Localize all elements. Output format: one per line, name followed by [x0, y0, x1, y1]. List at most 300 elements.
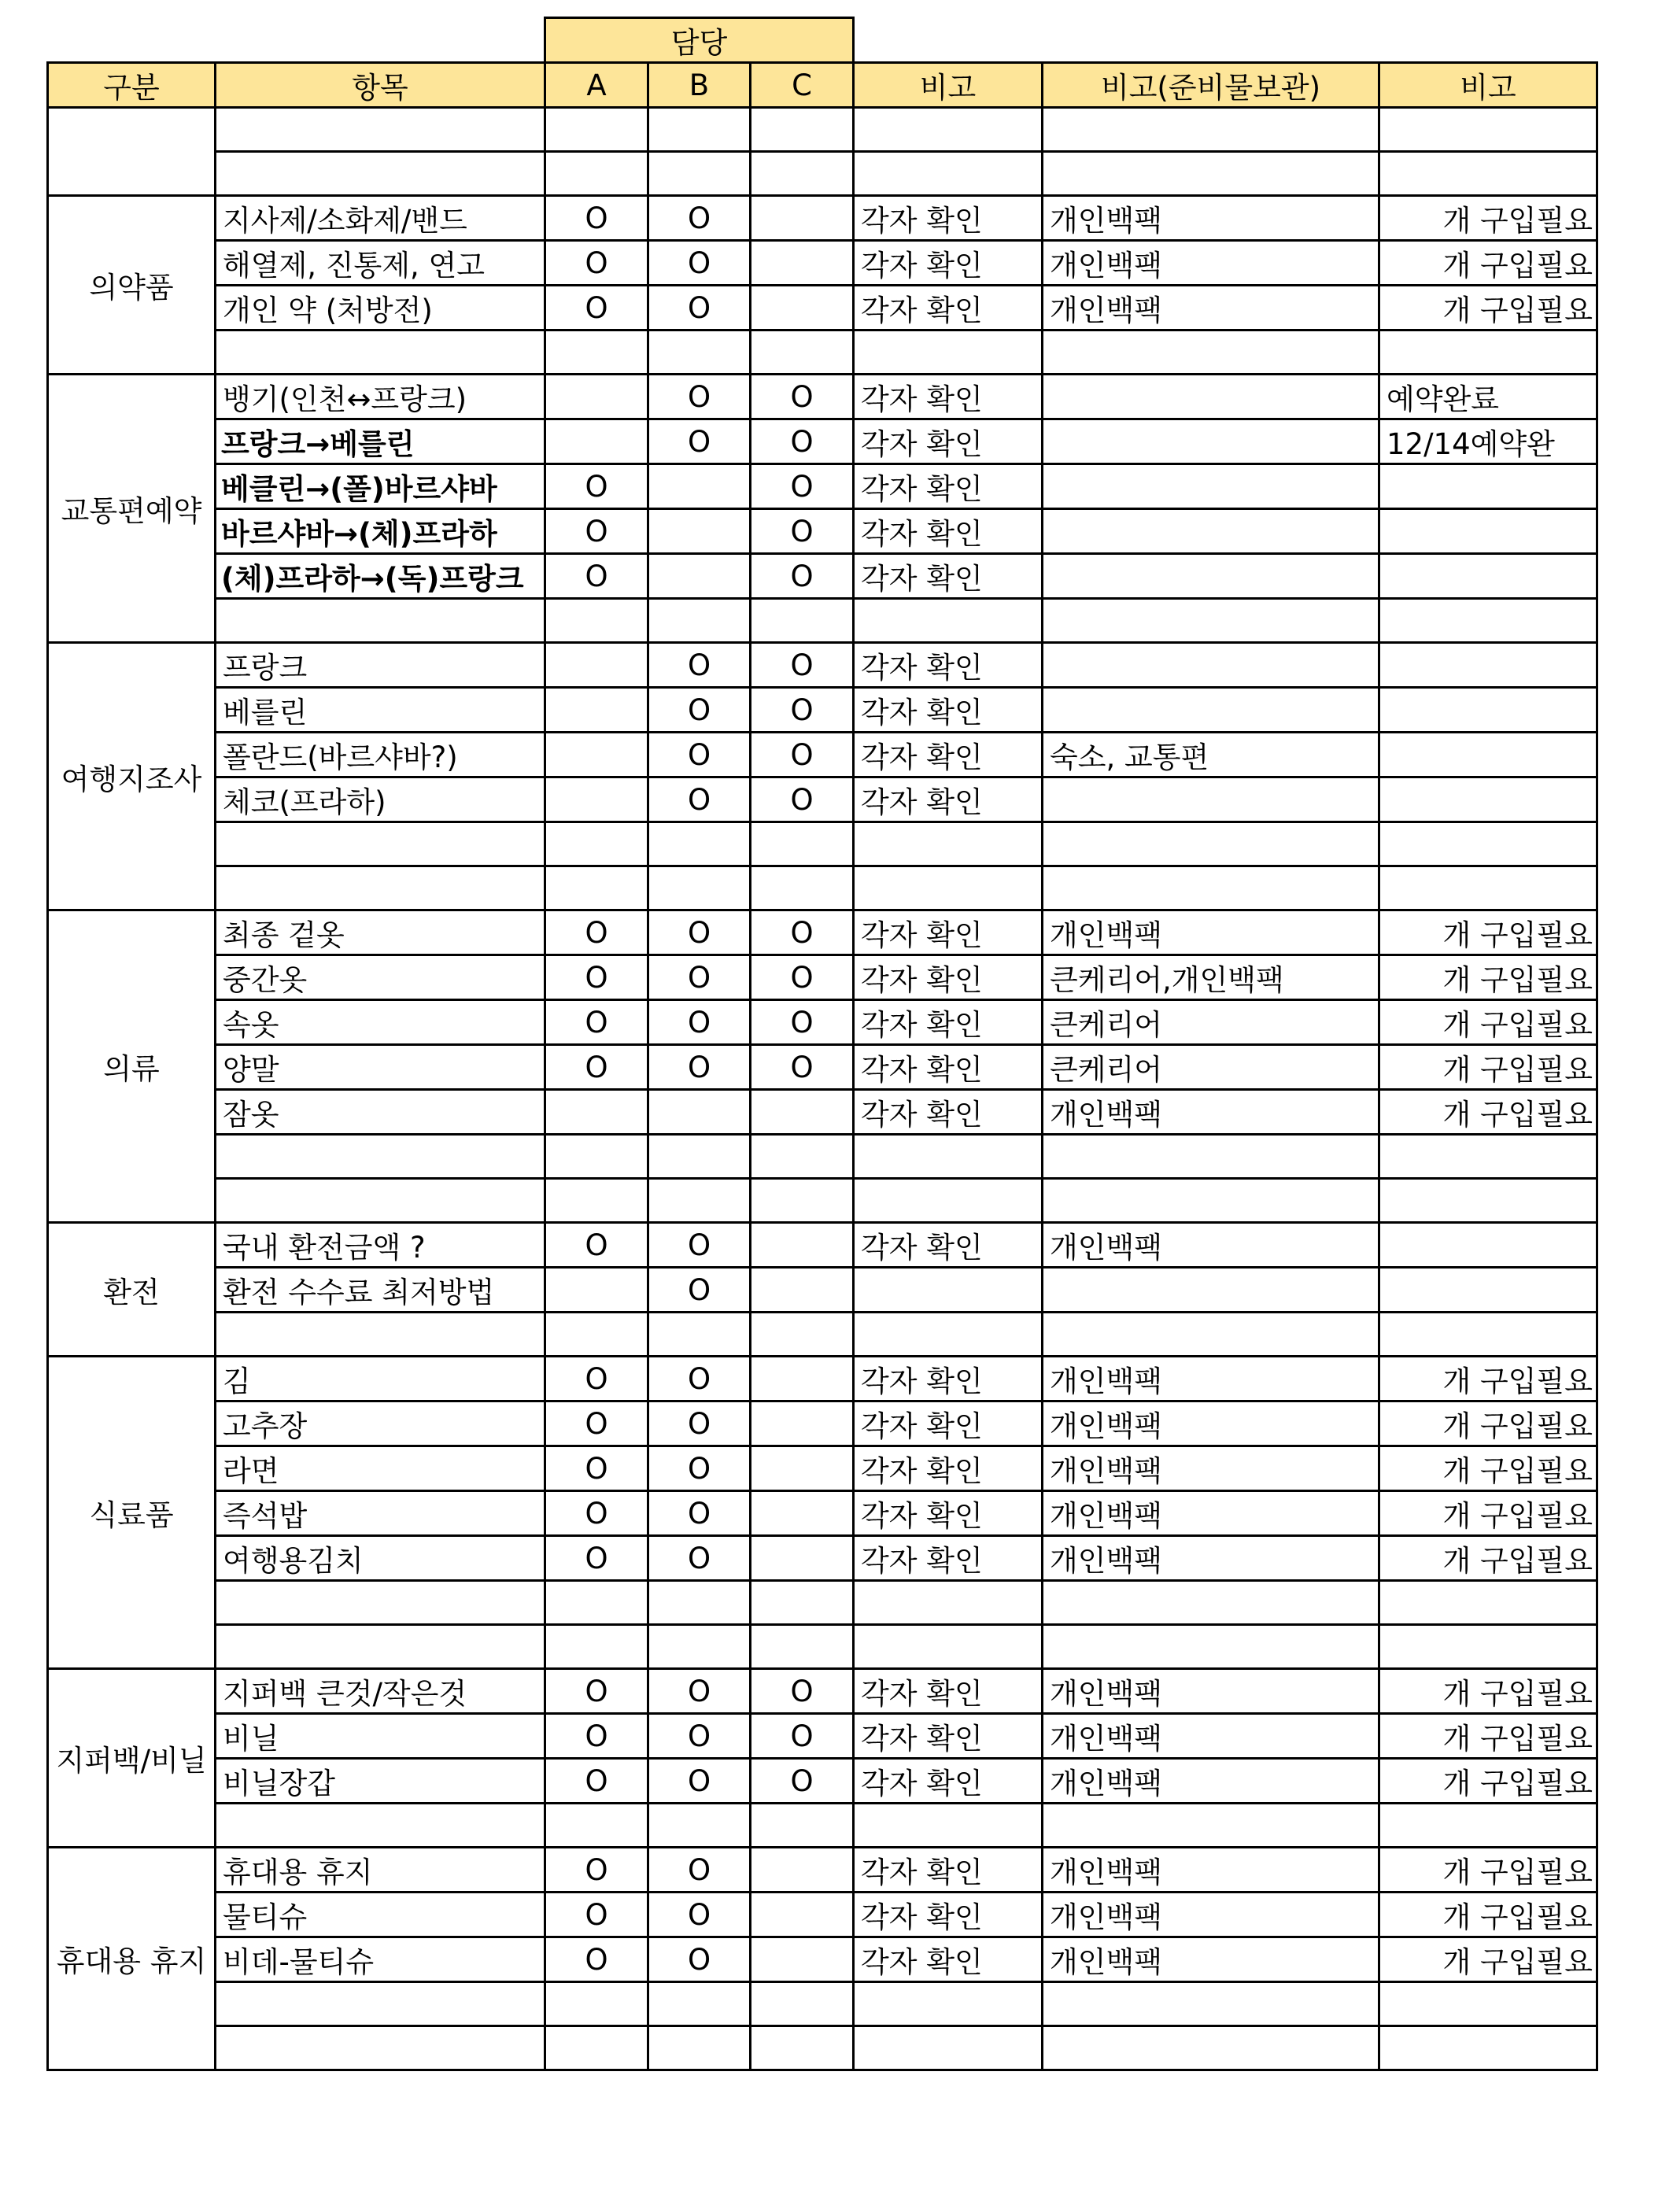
- assignee-c-cell[interactable]: [751, 1446, 854, 1491]
- remark-cell[interactable]: 개 구입필요: [1379, 1446, 1597, 1491]
- note-cell[interactable]: 각자 확인: [854, 464, 1043, 509]
- assignee-c-cell[interactable]: [751, 1893, 854, 1937]
- storage-cell[interactable]: 개인백팩: [1043, 1223, 1379, 1268]
- note-cell[interactable]: [854, 866, 1043, 910]
- item-cell[interactable]: 즉석밥: [216, 1491, 545, 1536]
- assignee-a-cell[interactable]: O: [545, 1669, 648, 1714]
- assignee-a-cell[interactable]: O: [545, 1714, 648, 1759]
- note-cell[interactable]: 각자 확인: [854, 643, 1043, 688]
- storage-cell[interactable]: 개인백팩: [1043, 1357, 1379, 1401]
- note-cell[interactable]: [854, 108, 1043, 152]
- remark-cell[interactable]: [1379, 1268, 1597, 1313]
- note-cell[interactable]: 각자 확인: [854, 1759, 1043, 1804]
- item-cell[interactable]: 물티슈: [216, 1893, 545, 1937]
- storage-cell[interactable]: 개인백팩: [1043, 1669, 1379, 1714]
- note-cell[interactable]: 각자 확인: [854, 1223, 1043, 1268]
- item-cell[interactable]: 최종 겉옷: [216, 910, 545, 955]
- item-cell[interactable]: [216, 1625, 545, 1669]
- assignee-c-cell[interactable]: O: [751, 375, 854, 419]
- storage-cell[interactable]: 개인백팩: [1043, 1401, 1379, 1446]
- storage-cell[interactable]: [1043, 599, 1379, 643]
- item-cell[interactable]: 베클린→(폴)바르샤바: [216, 464, 545, 509]
- remark-cell[interactable]: [1379, 733, 1597, 777]
- item-cell[interactable]: [216, 1135, 545, 1179]
- assignee-b-cell[interactable]: [648, 152, 751, 196]
- remark-cell[interactable]: 개 구입필요: [1379, 1045, 1597, 1090]
- remark-cell[interactable]: [1379, 2026, 1597, 2070]
- storage-cell[interactable]: 개인백팩: [1043, 1536, 1379, 1581]
- assignee-c-cell[interactable]: [751, 866, 854, 910]
- note-cell[interactable]: [854, 1135, 1043, 1179]
- assignee-a-cell[interactable]: [545, 866, 648, 910]
- assignee-c-cell[interactable]: [751, 1179, 854, 1223]
- remark-cell[interactable]: 개 구입필요: [1379, 1759, 1597, 1804]
- assignee-c-cell[interactable]: [751, 1135, 854, 1179]
- assignee-c-cell[interactable]: [751, 1581, 854, 1625]
- remark-cell[interactable]: [1379, 1804, 1597, 1848]
- assignee-b-cell[interactable]: [648, 822, 751, 866]
- note-cell[interactable]: 각자 확인: [854, 375, 1043, 419]
- assignee-c-cell[interactable]: [751, 152, 854, 196]
- assignee-b-cell[interactable]: O: [648, 910, 751, 955]
- remark-cell[interactable]: 개 구입필요: [1379, 286, 1597, 331]
- assignee-b-cell[interactable]: [648, 1135, 751, 1179]
- remark-cell[interactable]: [1379, 1982, 1597, 2026]
- item-cell[interactable]: 라면: [216, 1446, 545, 1491]
- note-cell[interactable]: 각자 확인: [854, 1714, 1043, 1759]
- assignee-a-cell[interactable]: O: [545, 241, 648, 286]
- storage-cell[interactable]: 개인백팩: [1043, 1714, 1379, 1759]
- remark-cell[interactable]: [1379, 1135, 1597, 1179]
- assignee-a-cell[interactable]: O: [545, 196, 648, 241]
- assignee-c-cell[interactable]: O: [751, 777, 854, 822]
- assignee-b-cell[interactable]: O: [648, 1759, 751, 1804]
- remark-cell[interactable]: [1379, 1223, 1597, 1268]
- assignee-a-cell[interactable]: O: [545, 1759, 648, 1804]
- assignee-c-cell[interactable]: [751, 1625, 854, 1669]
- remark-cell[interactable]: 개 구입필요: [1379, 1937, 1597, 1982]
- storage-cell[interactable]: 개인백팩: [1043, 1893, 1379, 1937]
- remark-cell[interactable]: 예약완료: [1379, 375, 1597, 419]
- remark-cell[interactable]: 12/14예약완: [1379, 419, 1597, 464]
- assignee-b-cell[interactable]: O: [648, 1446, 751, 1491]
- remark-cell[interactable]: [1379, 331, 1597, 375]
- storage-cell[interactable]: 개인백팩: [1043, 910, 1379, 955]
- assignee-c-cell[interactable]: [751, 1401, 854, 1446]
- item-cell[interactable]: [216, 1179, 545, 1223]
- remark-cell[interactable]: 개 구입필요: [1379, 1536, 1597, 1581]
- storage-cell[interactable]: 개인백팩: [1043, 1759, 1379, 1804]
- assignee-c-cell[interactable]: O: [751, 554, 854, 599]
- note-cell[interactable]: 각자 확인: [854, 955, 1043, 1000]
- storage-cell[interactable]: 큰케리어: [1043, 1045, 1379, 1090]
- assignee-a-cell[interactable]: [545, 1625, 648, 1669]
- item-cell[interactable]: [216, 2026, 545, 2070]
- note-cell[interactable]: 각자 확인: [854, 1491, 1043, 1536]
- note-cell[interactable]: 각자 확인: [854, 1090, 1043, 1135]
- assignee-b-cell[interactable]: O: [648, 196, 751, 241]
- assignee-c-cell[interactable]: O: [751, 910, 854, 955]
- assignee-c-cell[interactable]: [751, 331, 854, 375]
- assignee-c-cell[interactable]: O: [751, 733, 854, 777]
- storage-cell[interactable]: [1043, 1268, 1379, 1313]
- assignee-a-cell[interactable]: [545, 331, 648, 375]
- item-cell[interactable]: [216, 822, 545, 866]
- storage-cell[interactable]: [1043, 1135, 1379, 1179]
- item-cell[interactable]: 베를린: [216, 688, 545, 733]
- assignee-c-cell[interactable]: [751, 2026, 854, 2070]
- assignee-b-cell[interactable]: [648, 509, 751, 554]
- remark-cell[interactable]: 개 구입필요: [1379, 1491, 1597, 1536]
- remark-cell[interactable]: 개 구입필요: [1379, 1848, 1597, 1893]
- assignee-c-cell[interactable]: [751, 1804, 854, 1848]
- item-cell[interactable]: 김: [216, 1357, 545, 1401]
- storage-cell[interactable]: 개인백팩: [1043, 196, 1379, 241]
- assignee-c-cell[interactable]: O: [751, 1714, 854, 1759]
- note-cell[interactable]: 각자 확인: [854, 1446, 1043, 1491]
- assignee-c-cell[interactable]: O: [751, 643, 854, 688]
- assignee-b-cell[interactable]: O: [648, 688, 751, 733]
- note-cell[interactable]: 각자 확인: [854, 286, 1043, 331]
- storage-cell[interactable]: 개인백팩: [1043, 286, 1379, 331]
- storage-cell[interactable]: [1043, 866, 1379, 910]
- assignee-c-cell[interactable]: [751, 1491, 854, 1536]
- assignee-b-cell[interactable]: [648, 599, 751, 643]
- remark-cell[interactable]: [1379, 1313, 1597, 1357]
- remark-cell[interactable]: 개 구입필요: [1379, 1669, 1597, 1714]
- assignee-b-cell[interactable]: O: [648, 419, 751, 464]
- storage-cell[interactable]: [1043, 777, 1379, 822]
- assignee-b-cell[interactable]: O: [648, 241, 751, 286]
- assignee-a-cell[interactable]: O: [545, 1357, 648, 1401]
- assignee-b-cell[interactable]: [648, 866, 751, 910]
- assignee-a-cell[interactable]: O: [545, 286, 648, 331]
- item-cell[interactable]: 잠옷: [216, 1090, 545, 1135]
- remark-cell[interactable]: 개 구입필요: [1379, 910, 1597, 955]
- remark-cell[interactable]: [1379, 866, 1597, 910]
- assignee-a-cell[interactable]: [545, 599, 648, 643]
- assignee-b-cell[interactable]: [648, 1625, 751, 1669]
- note-cell[interactable]: 각자 확인: [854, 241, 1043, 286]
- assignee-a-cell[interactable]: [545, 152, 648, 196]
- storage-cell[interactable]: 개인백팩: [1043, 1446, 1379, 1491]
- item-cell[interactable]: 휴대용 휴지: [216, 1848, 545, 1893]
- item-cell[interactable]: 폴란드(바르샤바?): [216, 733, 545, 777]
- note-cell[interactable]: 각자 확인: [854, 419, 1043, 464]
- assignee-a-cell[interactable]: [545, 688, 648, 733]
- note-cell[interactable]: 각자 확인: [854, 1045, 1043, 1090]
- category-cell[interactable]: 여행지조사: [48, 643, 216, 910]
- remark-cell[interactable]: 개 구입필요: [1379, 1357, 1597, 1401]
- assignee-b-cell[interactable]: O: [648, 375, 751, 419]
- assignee-c-cell[interactable]: O: [751, 688, 854, 733]
- note-cell[interactable]: 각자 확인: [854, 1669, 1043, 1714]
- assignee-a-cell[interactable]: O: [545, 1937, 648, 1982]
- note-cell[interactable]: 각자 확인: [854, 1000, 1043, 1045]
- assignee-a-cell[interactable]: O: [545, 1848, 648, 1893]
- assignee-c-cell[interactable]: O: [751, 1045, 854, 1090]
- storage-cell[interactable]: [1043, 1313, 1379, 1357]
- assignee-b-cell[interactable]: [648, 554, 751, 599]
- remark-cell[interactable]: [1379, 464, 1597, 509]
- item-cell[interactable]: 해열제, 진통제, 연고: [216, 241, 545, 286]
- assignee-b-cell[interactable]: [648, 2026, 751, 2070]
- item-cell[interactable]: 지퍼백 큰것/작은것: [216, 1669, 545, 1714]
- assignee-a-cell[interactable]: [545, 108, 648, 152]
- item-cell[interactable]: 환전 수수료 최저방법: [216, 1268, 545, 1313]
- assignee-b-cell[interactable]: O: [648, 643, 751, 688]
- assignee-c-cell[interactable]: [751, 108, 854, 152]
- storage-cell[interactable]: [1043, 1179, 1379, 1223]
- assignee-c-cell[interactable]: O: [751, 464, 854, 509]
- item-cell[interactable]: (체)프라하→(독)프랑크: [216, 554, 545, 599]
- category-cell[interactable]: 교통편예약: [48, 375, 216, 643]
- item-cell[interactable]: [216, 331, 545, 375]
- assignee-b-cell[interactable]: [648, 1982, 751, 2026]
- assignee-b-cell[interactable]: O: [648, 1000, 751, 1045]
- remark-cell[interactable]: [1379, 152, 1597, 196]
- remark-cell[interactable]: 개 구입필요: [1379, 1714, 1597, 1759]
- category-cell[interactable]: 식료품: [48, 1357, 216, 1669]
- note-cell[interactable]: [854, 2026, 1043, 2070]
- storage-cell[interactable]: 개인백팩: [1043, 1848, 1379, 1893]
- item-cell[interactable]: 바르샤바→(체)프라하: [216, 509, 545, 554]
- assignee-b-cell[interactable]: O: [648, 1357, 751, 1401]
- item-cell[interactable]: 비데-물티슈: [216, 1937, 545, 1982]
- assignee-b-cell[interactable]: O: [648, 1714, 751, 1759]
- assignee-c-cell[interactable]: [751, 1357, 854, 1401]
- assignee-b-cell[interactable]: O: [648, 1937, 751, 1982]
- item-cell[interactable]: 비닐: [216, 1714, 545, 1759]
- assignee-a-cell[interactable]: O: [545, 464, 648, 509]
- assignee-b-cell[interactable]: [648, 1313, 751, 1357]
- remark-cell[interactable]: 개 구입필요: [1379, 1401, 1597, 1446]
- note-cell[interactable]: 각자 확인: [854, 910, 1043, 955]
- assignee-c-cell[interactable]: [751, 1982, 854, 2026]
- storage-cell[interactable]: [1043, 331, 1379, 375]
- assignee-a-cell[interactable]: O: [545, 1000, 648, 1045]
- item-cell[interactable]: [216, 1982, 545, 2026]
- item-cell[interactable]: 국내 환전금액 ?: [216, 1223, 545, 1268]
- note-cell[interactable]: [854, 1804, 1043, 1848]
- item-cell[interactable]: 뱅기(인천↔프랑크): [216, 375, 545, 419]
- assignee-c-cell[interactable]: [751, 1313, 854, 1357]
- assignee-c-cell[interactable]: [751, 241, 854, 286]
- note-cell[interactable]: [854, 599, 1043, 643]
- note-cell[interactable]: 각자 확인: [854, 196, 1043, 241]
- category-cell[interactable]: 의약품: [48, 196, 216, 375]
- assignee-a-cell[interactable]: [545, 1313, 648, 1357]
- assignee-a-cell[interactable]: [545, 1982, 648, 2026]
- storage-cell[interactable]: [1043, 419, 1379, 464]
- assignee-a-cell[interactable]: O: [545, 1045, 648, 1090]
- assignee-b-cell[interactable]: [648, 1804, 751, 1848]
- storage-cell[interactable]: [1043, 464, 1379, 509]
- assignee-c-cell[interactable]: [751, 196, 854, 241]
- note-cell[interactable]: [854, 1982, 1043, 2026]
- note-cell[interactable]: 각자 확인: [854, 1401, 1043, 1446]
- storage-cell[interactable]: 개인백팩: [1043, 1090, 1379, 1135]
- assignee-b-cell[interactable]: O: [648, 1223, 751, 1268]
- assignee-a-cell[interactable]: [545, 1581, 648, 1625]
- note-cell[interactable]: [854, 1179, 1043, 1223]
- note-cell[interactable]: 각자 확인: [854, 733, 1043, 777]
- remark-cell[interactable]: [1379, 688, 1597, 733]
- assignee-c-cell[interactable]: [751, 1536, 854, 1581]
- assignee-a-cell[interactable]: [545, 777, 648, 822]
- assignee-b-cell[interactable]: [648, 464, 751, 509]
- note-cell[interactable]: 각자 확인: [854, 688, 1043, 733]
- note-cell[interactable]: [854, 1268, 1043, 1313]
- assignee-b-cell[interactable]: O: [648, 777, 751, 822]
- category-cell[interactable]: [48, 108, 216, 196]
- item-cell[interactable]: [216, 866, 545, 910]
- storage-cell[interactable]: [1043, 509, 1379, 554]
- assignee-a-cell[interactable]: [545, 1135, 648, 1179]
- assignee-c-cell[interactable]: [751, 1937, 854, 1982]
- item-cell[interactable]: 프랑크: [216, 643, 545, 688]
- assignee-c-cell[interactable]: [751, 822, 854, 866]
- storage-cell[interactable]: [1043, 1581, 1379, 1625]
- assignee-a-cell[interactable]: [545, 1090, 648, 1135]
- assignee-a-cell[interactable]: O: [545, 509, 648, 554]
- note-cell[interactable]: 각자 확인: [854, 1937, 1043, 1982]
- item-cell[interactable]: [216, 1804, 545, 1848]
- remark-cell[interactable]: 개 구입필요: [1379, 955, 1597, 1000]
- assignee-c-cell[interactable]: O: [751, 1000, 854, 1045]
- assignee-a-cell[interactable]: [545, 375, 648, 419]
- item-cell[interactable]: 체코(프라하): [216, 777, 545, 822]
- assignee-a-cell[interactable]: [545, 2026, 648, 2070]
- assignee-a-cell[interactable]: O: [545, 1401, 648, 1446]
- assignee-b-cell[interactable]: [648, 1179, 751, 1223]
- note-cell[interactable]: 각자 확인: [854, 509, 1043, 554]
- assignee-b-cell[interactable]: O: [648, 733, 751, 777]
- item-cell[interactable]: 비닐장갑: [216, 1759, 545, 1804]
- item-cell[interactable]: 속옷: [216, 1000, 545, 1045]
- assignee-c-cell[interactable]: [751, 1268, 854, 1313]
- assignee-c-cell[interactable]: O: [751, 955, 854, 1000]
- assignee-a-cell[interactable]: [545, 419, 648, 464]
- assignee-b-cell[interactable]: O: [648, 1848, 751, 1893]
- storage-cell[interactable]: [1043, 822, 1379, 866]
- item-cell[interactable]: 중간옷: [216, 955, 545, 1000]
- assignee-b-cell[interactable]: O: [648, 286, 751, 331]
- storage-cell[interactable]: 개인백팩: [1043, 1937, 1379, 1982]
- item-cell[interactable]: [216, 1581, 545, 1625]
- remark-cell[interactable]: 개 구입필요: [1379, 1090, 1597, 1135]
- storage-cell[interactable]: [1043, 108, 1379, 152]
- assignee-a-cell[interactable]: [545, 643, 648, 688]
- storage-cell[interactable]: 큰케리어: [1043, 1000, 1379, 1045]
- assignee-a-cell[interactable]: [545, 733, 648, 777]
- storage-cell[interactable]: [1043, 152, 1379, 196]
- assignee-a-cell[interactable]: [545, 1268, 648, 1313]
- assignee-a-cell[interactable]: O: [545, 554, 648, 599]
- remark-cell[interactable]: [1379, 509, 1597, 554]
- remark-cell[interactable]: [1379, 1625, 1597, 1669]
- note-cell[interactable]: [854, 822, 1043, 866]
- remark-cell[interactable]: 개 구입필요: [1379, 196, 1597, 241]
- item-cell[interactable]: 양말: [216, 1045, 545, 1090]
- category-cell[interactable]: 휴대용 휴지: [48, 1848, 216, 2070]
- assignee-c-cell[interactable]: [751, 1223, 854, 1268]
- item-cell[interactable]: [216, 108, 545, 152]
- assignee-a-cell[interactable]: [545, 822, 648, 866]
- assignee-a-cell[interactable]: O: [545, 1536, 648, 1581]
- item-cell[interactable]: [216, 599, 545, 643]
- remark-cell[interactable]: [1379, 777, 1597, 822]
- remark-cell[interactable]: [1379, 599, 1597, 643]
- assignee-a-cell[interactable]: O: [545, 910, 648, 955]
- assignee-b-cell[interactable]: [648, 1090, 751, 1135]
- assignee-a-cell[interactable]: O: [545, 955, 648, 1000]
- storage-cell[interactable]: [1043, 2026, 1379, 2070]
- note-cell[interactable]: [854, 152, 1043, 196]
- note-cell[interactable]: 각자 확인: [854, 1893, 1043, 1937]
- assignee-b-cell[interactable]: O: [648, 1268, 751, 1313]
- remark-cell[interactable]: [1379, 1581, 1597, 1625]
- assignee-b-cell[interactable]: [648, 1581, 751, 1625]
- assignee-a-cell[interactable]: [545, 1179, 648, 1223]
- assignee-c-cell[interactable]: [751, 286, 854, 331]
- note-cell[interactable]: [854, 331, 1043, 375]
- storage-cell[interactable]: [1043, 1625, 1379, 1669]
- assignee-a-cell[interactable]: O: [545, 1491, 648, 1536]
- assignee-c-cell[interactable]: [751, 599, 854, 643]
- note-cell[interactable]: 각자 확인: [854, 554, 1043, 599]
- storage-cell[interactable]: [1043, 554, 1379, 599]
- item-cell[interactable]: [216, 1313, 545, 1357]
- storage-cell[interactable]: 개인백팩: [1043, 1491, 1379, 1536]
- remark-cell[interactable]: [1379, 1179, 1597, 1223]
- assignee-b-cell[interactable]: O: [648, 1669, 751, 1714]
- item-cell[interactable]: 지사제/소화제/밴드: [216, 196, 545, 241]
- note-cell[interactable]: [854, 1313, 1043, 1357]
- remark-cell[interactable]: 개 구입필요: [1379, 1893, 1597, 1937]
- remark-cell[interactable]: 개 구입필요: [1379, 1000, 1597, 1045]
- category-cell[interactable]: 지퍼백/비닐: [48, 1669, 216, 1848]
- assignee-b-cell[interactable]: O: [648, 1893, 751, 1937]
- storage-cell[interactable]: [1043, 688, 1379, 733]
- category-cell[interactable]: 환전: [48, 1223, 216, 1357]
- remark-cell[interactable]: [1379, 108, 1597, 152]
- assignee-b-cell[interactable]: O: [648, 955, 751, 1000]
- assignee-a-cell[interactable]: O: [545, 1223, 648, 1268]
- storage-cell[interactable]: 숙소, 교통편: [1043, 733, 1379, 777]
- assignee-b-cell[interactable]: O: [648, 1045, 751, 1090]
- assignee-c-cell[interactable]: O: [751, 509, 854, 554]
- item-cell[interactable]: [216, 152, 545, 196]
- item-cell[interactable]: 프랑크→베를린: [216, 419, 545, 464]
- assignee-b-cell[interactable]: O: [648, 1491, 751, 1536]
- storage-cell[interactable]: [1043, 643, 1379, 688]
- assignee-b-cell[interactable]: O: [648, 1536, 751, 1581]
- assignee-b-cell[interactable]: O: [648, 1401, 751, 1446]
- remark-cell[interactable]: 개 구입필요: [1379, 241, 1597, 286]
- note-cell[interactable]: [854, 1581, 1043, 1625]
- remark-cell[interactable]: [1379, 554, 1597, 599]
- assignee-c-cell[interactable]: [751, 1848, 854, 1893]
- remark-cell[interactable]: [1379, 643, 1597, 688]
- note-cell[interactable]: [854, 1625, 1043, 1669]
- assignee-c-cell[interactable]: [751, 1090, 854, 1135]
- item-cell[interactable]: 개인 약 (처방전): [216, 286, 545, 331]
- assignee-a-cell[interactable]: O: [545, 1446, 648, 1491]
- category-cell[interactable]: 의류: [48, 910, 216, 1223]
- note-cell[interactable]: 각자 확인: [854, 1357, 1043, 1401]
- assignee-c-cell[interactable]: O: [751, 1759, 854, 1804]
